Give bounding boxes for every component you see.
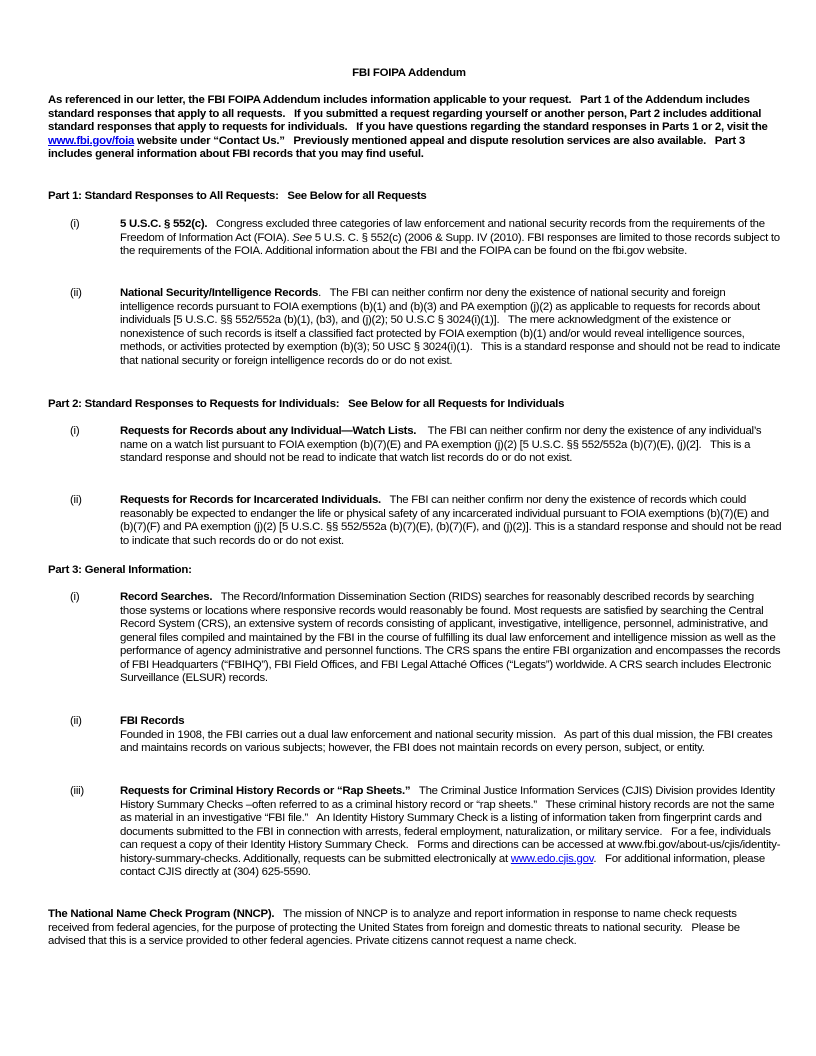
item-italic: See [292, 231, 312, 244]
nncp-paragraph [48, 908, 770, 949]
item-title: National Security/Intelligence Records [120, 287, 319, 299]
item-body [120, 218, 782, 259]
intro-paragraph [48, 94, 770, 162]
item-number: (ii) [70, 715, 82, 727]
item-number: (iii) [70, 785, 84, 797]
item-number: (i) [70, 218, 80, 230]
item-text-2: 5 U.S. C. § 552(c) (2006 & Supp. IV (2010). FBI responses are limited to those records subject to the requirements of the FOIA. Additional information about the FBI and the FOIPA can be found on the fbi.gov website. [120, 231, 780, 257]
item-text-2: . For additional information, please contact CJIS directly at (304) 625-5590. [120, 852, 768, 878]
item-text: The Record/Information Dissemination Section (RIDS) searches for reasonably described records by searching those systems or locations where responsive records would reasonably be found. Most requests are satisfied by searching the Central Record System (CRS), an extensive system of records consisting of applicant, investigative, intelligence, personnel, administrative, and general files compiled and maintained by the FBI in the course of fulfilling its dual law enforcement and intelligence mission as well as the performance of agency administrative and personnel functions. The CRS spans the entire FBI organization and encompasses the records of FBI Headquarters (“FBIHQ”), FBI Field Offices, and FBI Legal Attaché Offices (“Legats”) worldwide. A CRS search includes Electronic Surveillance (ELSUR) records. [120, 591, 784, 684]
item-number: (i) [70, 591, 80, 603]
item-body [120, 425, 782, 466]
part3-heading: Part 3: General Information: [48, 564, 192, 576]
item-text-1: Congress excluded three categories of law enforcement and national security records from the requirements of the Freedom of Information Act (FOIA). [120, 218, 768, 244]
edo-cjis-link[interactable]: www.edo.cjis.gov [510, 852, 594, 865]
item-number: (i) [70, 425, 80, 437]
part2-heading: Part 2: Standard Responses to Requests for Individuals: See Below for all Requests for Individuals [48, 398, 565, 410]
item-body [120, 715, 782, 756]
item-title: Requests for Records for Incarcerated Individuals. [120, 494, 381, 506]
item-title: Requests for Records about any Individual—Watch Lists. [120, 425, 417, 437]
item-text-1: The Criminal Justice Information Services (CJIS) Division provides Identity History Summary Checks –often referred to as a criminal history record or “rap sheets.” These criminal history records are not the same as material in an investigative “FBI file.” An Identity History Summary Check is a listing of information taken from fingerprint cards and documents submitted to the FBI in connection with arrests, federal employment, naturalization, or military service. For a fee, individuals can request a copy of their Identity History Summary Check. Forms and directions can be accessed at www.fbi.gov/about-us/cjis/identity-history-summary-checks. Additionally, requests can be submitted electronically at [120, 785, 781, 865]
item-text: Founded in 1908, the FBI carries out a dual law enforcement and national security mission. As part of this dual mission, the FBI creates and maintains records on various subjects; however, the FBI does not maintain records on every person, subject, or entity. [120, 728, 776, 754]
part1-heading: Part 1: Standard Responses to All Requests: See Below for all Requests [48, 190, 427, 202]
item-body [120, 287, 782, 368]
item-title: Requests for Criminal History Records or “Rap Sheets.” [120, 785, 411, 797]
nncp-title: The National Name Check Program (NNCP). [48, 908, 275, 920]
document-title: FBI FOIPA Addendum [352, 67, 466, 79]
item-number: (ii) [70, 494, 82, 506]
item-number: (ii) [70, 287, 82, 299]
item-text: The FBI can neither confirm nor deny the existence of records which could reasonably be expected to endanger the life or physical safety of any incarcerated individual pursuant to FOIA exemptions (b)(7)(E) and (b)(7)(F) and PA exemption (j)(2) [5 U.S.C. §§ 552/552a (b)(7)(E), (b)(7)(F), and (j)(2)]. This is a standard response and should not be read to indicate that such records do or do not exist. [120, 494, 785, 547]
item-text: The FBI can neither confirm nor deny the existence of any individual’s name on a watch list pursuant to FOIA exemption (b)(7)(E) and PA exemption (j)(2) [5 U.S.C. §§ 552/552a (b)(7)(E), (j)(2]. This is a standard response and should not be read to indicate that watch list records do or do not exist. [120, 425, 765, 464]
intro-text-1: As referenced in our letter, the FBI FOIPA Addendum includes information applicable to your request. Part 1 of the Addendum includes standard responses that apply to all requests. If you submitted a request regarding yourself or another person, Part 2 includes additional standard responses that apply to requests for individuals. If you have questions regarding the standard responses in Parts 1 or 2, visit the [48, 94, 771, 133]
nncp-text: The mission of NNCP is to analyze and report information in response to name check requests received from federal agencies, for the purpose of protecting the United States from foreign and domestic threats to national security. Please be advised that this is a service provided to other federal agencies. Private citizens cannot request a name check. [48, 908, 743, 947]
item-body [120, 494, 785, 548]
item-title: Record Searches. [120, 591, 213, 603]
intro-text-2: website under “Contact Us.” Previously mentioned appeal and dispute resolution services are also available. Part 3 includes general information about FBI records that you may find useful. [48, 134, 748, 160]
item-title: 5 U.S.C. § 552(c). [120, 218, 208, 230]
item-text: . The FBI can neither confirm nor deny the existence of national security and foreign intelligence records pursuant to FOIA exemptions (b)(1) and (b)(3) and PA exemption (j)(2) as applicable to requests for records about individuals [5 U.S.C. §§ 552/552a (b)(1), (b3), and (j)(2); 50 U.S.C § 3024(i)(1)]. The mere acknowledgment of the existence or nonexistence of such records is itself a classified fact protected by FOIA exemption (b)(1) and/or would reveal intelligence sources, methods, or activities protected by exemption (b)(3); 50 USC § 3024(i)(1). This is a standard response and should not be read to indicate that national security or foreign intelligence records do or do not exist. [120, 287, 784, 367]
item-body [120, 591, 782, 686]
item-body [120, 785, 782, 880]
item-title: FBI Records [120, 715, 185, 727]
foia-website-link[interactable]: www.fbi.gov/foia [48, 134, 135, 147]
